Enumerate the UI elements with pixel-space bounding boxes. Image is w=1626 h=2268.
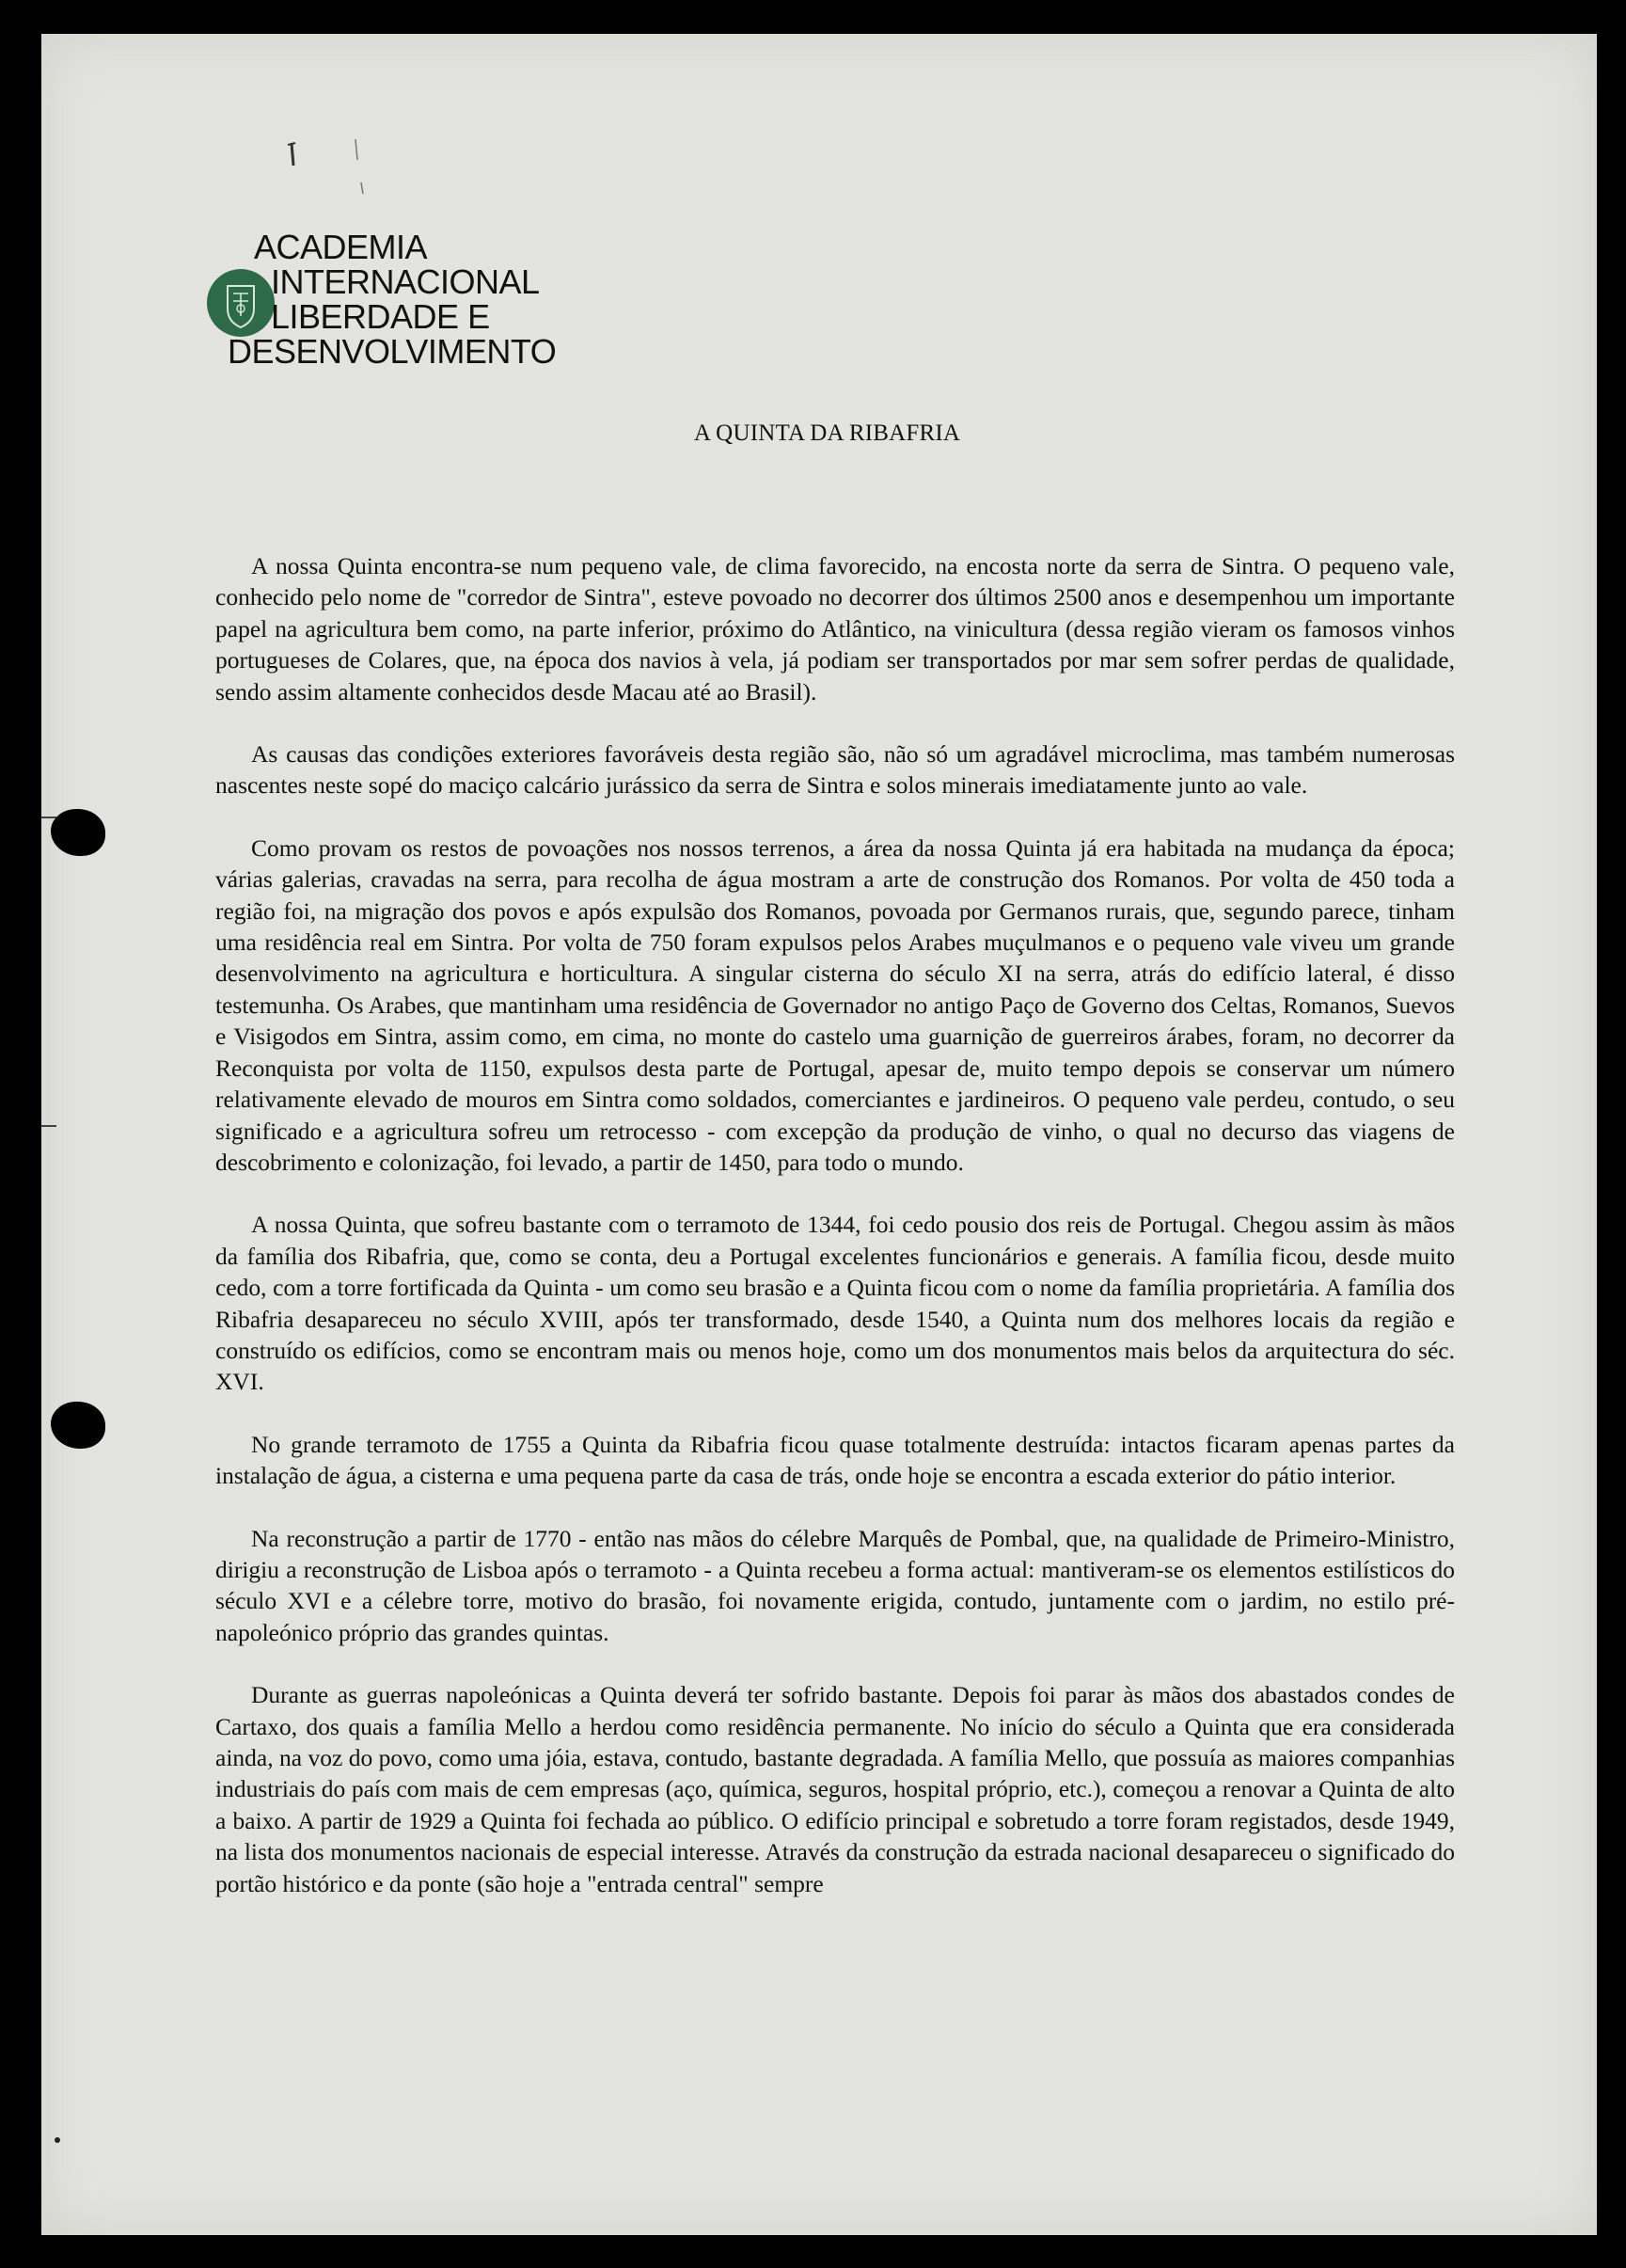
academy-logo: [197, 230, 592, 380]
paragraph-6: Na reconstrução a partir de 1770 - então nas mãos do célebre Marquês de Pombal, que, na qualidade de Primeiro-Ministro, dirigiu a reconstrução de Lisboa após o terramoto - a Quinta recebeu a forma actual: mantiveram-se os elementos estilísticos do século XVI e a célebre torre, motivo do brasão, foi novamente erigida, contudo, juntamente com o jardim, no estilo pré-napoleónico próprio das grandes quintas.: [215, 1524, 1455, 1646]
punch-hole: [51, 1402, 105, 1449]
pencil-marks: [282, 132, 376, 207]
paragraph-2: As causas das condições exteriores favoráveis desta região são, não só um agradável microclima, mas também numerosas nascentes neste sopé do maciço calcário jurássico da serra de Sintra e solos minerais imediatamente junto ao vale.: [215, 740, 1455, 800]
logo-line-4: DESENVOLVIMENTO: [228, 332, 557, 371]
document-body: [215, 550, 1455, 1930]
paragraph-3: Como provam os restos de povoações nos nossos terrenos, a área da nossa Quinta já era habitada na mudança da época; várias galerias, cravadas na serra, para recolha de água mostram a arte de construção dos Romanos. Por volta de 450 toda a região foi, na migração dos povos e após expulsão dos Romanos, povoada por Germanos rurais, que, segundo parece, tinham uma residência real em Sintra. Por volta de 750 foram expulsos pelos Arabes muçulmanos e o pequeno vale viveu um grande desenvolvimento na agricultura e horticultura. A singular cisterna do século XI na serra, atrás do edifício lateral, é disso testemunha. Os Arabes, que mantinham uma residência de Governador no antigo Paço de Governo dos Celtas, Romanos, Suevos e Visigodos em Sintra, assim como, em cima, no monte do castelo uma guarnição de guerreiros árabes, foram, no decorrer da Reconquista por volta de 1150, expulsos desta parte de Portugal, apesar de, muito tempo depois se conservar um número relativamente elevado de mouros em Sintra como soldados, comerciantes e jardineiros. O pequeno vale perdeu, contudo, o seu significado e a agricultura sofreu um retrocesso - com excepção da produção de vinho, o qual no decurso das viagens de descobrimento e colonização, foi levado, a partir de 1450, para todo o mundo.: [215, 833, 1455, 1176]
paragraph-1: A nossa Quinta encontra-se num pequeno vale, de clima favorecido, na encosta norte da serra de Sintra. O pequeno vale, conhecido pelo nome de "corredor de Sintra", esteve povoado no decorrer dos últimos 2500 anos e desempenhou um importante papel na agricultura bem como, na parte inferior, próximo do Atlântico, na vinicultura (dessa região vieram os famosos vinhos portugueses de Colares, que, na época dos navios à vela, já podiam ser transportados por mar sem sofrer perdas de qualidade, sendo assim altamente conhecidos desde Macau até ao Brasil).: [215, 552, 1455, 706]
paragraph-4: A nossa Quinta, que sofreu bastante com o terramoto de 1344, foi cedo pousio dos reis de Portugal. Chegou assim às mãos da família dos Ribafria, que, como se conta, deu a Portugal excelentes funcionários e generais. A família ficou, desde muito cedo, com a torre fortificada da Quinta - um como seu brasão e a Quinta ficou com o nome da família proprietária. A família dos Ribafria desapareceu no século XVIII, após ter transformado, desde 1540, a Quinta num dos melhores locais da região e construído os edifícios, como se encontram mais ou menos hoje, como um dos monumentos mais belos da arquitectura do séc. XVI.: [215, 1211, 1455, 1396]
stray-mark: [55, 2137, 60, 2143]
logo-line-2: INTERNACIONAL: [271, 262, 540, 301]
paragraph-7: Durante as guerras napoleónicas a Quinta deverá ter sofrido bastante. Depois foi parar às mãos dos abastados condes de Cartaxo, dos quais a família Mello a herdou como residência permanente. No início do século a Quinta que era considerada ainda, na voz do povo, como uma jóia, estava, contudo, bastante degradada. A família Mello, que possuía as maiores companhias industriais do país com mais de cem empresas (aço, química, seguros, hospital próprio, etc.), começou a renovar a Quinta de alto a baixo. A partir de 1929 a Quinta foi fechada ao público. O edifício principal e sobretudo a torre foram registados, desde 1949, na lista dos monumentos nacionais de especial interesse. Através da construção da estrada nacional desapareceu o significado do portão histórico e da ponte (são hoje a "entrada central" sempre: [215, 1681, 1455, 1897]
academy-emblem-icon: [205, 267, 276, 339]
margin-mark: [41, 1125, 56, 1127]
punch-hole: [51, 809, 105, 856]
paragraph-5: No grande terramoto de 1755 a Quinta da Ribafria ficou quase totalmente destruída: intactos ficaram apenas partes da instalação de água, a cisterna e uma pequena parte da casa de trás, onde hoje se encontra a escada exterior do pátio interior.: [215, 1430, 1455, 1490]
logo-line-1: ACADEMIA: [254, 228, 428, 266]
logo-line-3: LIBERDADE E: [271, 297, 490, 336]
document-title: A QUINTA DA RIBAFRIA: [693, 420, 961, 446]
